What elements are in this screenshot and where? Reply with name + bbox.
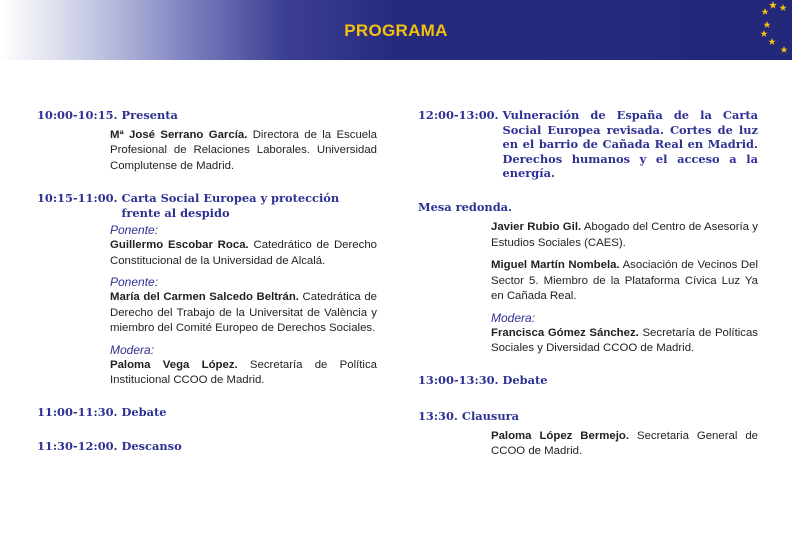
participant-name: Javier Rubio Gil.	[491, 221, 582, 233]
participant-text	[491, 326, 758, 357]
participant-description: Secretaria General de CCOO de Madrid.	[491, 429, 758, 457]
session-title: Debate	[121, 404, 167, 419]
participant-description: Catedrático de Derecho Constitucional de la Universidad de Alcalá.	[110, 239, 378, 267]
session-time: 13:00-13:30.	[418, 372, 499, 387]
session-time: 12:00-13:00.	[418, 108, 499, 122]
session-heading	[37, 191, 377, 220]
participant-description: Secretaría de Política Institucional CCOO de Madrid.	[110, 358, 377, 386]
session-carta-social	[37, 191, 377, 389]
session-time: 11:00-11:30.	[37, 404, 118, 419]
session-heading	[37, 405, 377, 420]
session-heading	[37, 439, 377, 454]
session-time: 10:15-11:00.	[37, 191, 118, 205]
participant-description: Secretaría de Políticas Sociales y Diversidad CCOO de Madrid.	[491, 326, 759, 354]
participant-name: Miguel Martín Nombela.	[491, 259, 620, 271]
participant-description: Asociación de Vecinos Del Sector 5. Miembro de la Plataforma Cívica Luz Ya en Cañada Real.	[491, 259, 758, 302]
session-heading	[418, 108, 758, 181]
session-title: Clausura	[461, 409, 520, 423]
session-clausura	[418, 409, 758, 460]
program-column-left	[37, 108, 377, 454]
role-label: Modera:	[110, 342, 155, 357]
session-title: Carta Social Europea y protección frente al despido	[121, 191, 340, 220]
participant-text	[110, 128, 377, 175]
role-label: Modera:	[491, 310, 536, 325]
participant-description: Directora de la Escuela Profesional de Relaciones Laborales. Universidad Complutense de Madrid.	[110, 128, 377, 172]
session-heading	[37, 108, 377, 123]
participant-entry	[418, 429, 758, 460]
participant-text	[491, 258, 758, 305]
session-title: Vulneración de España de la Carta Social Europea revisada. Cortes de luz en el barrio de Cañada Real en Madrid. Derechos humanos y el acceso a la energía.	[502, 108, 758, 180]
session-title: Descanso	[121, 439, 182, 453]
participant-text	[491, 220, 758, 251]
session-time: 13:30.	[418, 409, 458, 423]
participant-description: Catedrática de Derecho del Trabajo de la Universitat de València y miembro del Comité Europeo de Derechos Sociales.	[110, 291, 377, 334]
session-heading	[418, 373, 758, 388]
page-title: PROGRAMA	[344, 21, 448, 40]
participant-description: Abogado del Centro de Asesoría y Estudios Sociales (CAES).	[491, 221, 758, 249]
participant-name: Francisca Gómez Sánchez.	[491, 326, 639, 339]
participant-entry	[37, 275, 377, 337]
participant-text	[491, 429, 758, 460]
eu-stars-icon	[752, 0, 792, 60]
participant-text	[110, 358, 377, 389]
program-column-right	[418, 108, 758, 460]
session-title: Debate	[502, 372, 548, 387]
session-debate-2	[418, 373, 758, 388]
participant-name: Guillermo Escobar Roca.	[110, 239, 249, 251]
participant-entry	[418, 258, 758, 305]
session-debate-1	[37, 405, 377, 420]
session-time: 11:30-12:00.	[37, 439, 118, 453]
participant-name: Mª José Serrano García.	[110, 128, 248, 141]
participant-entry	[418, 220, 758, 251]
participant-name: Paloma Vega López.	[110, 358, 238, 371]
participant-entry	[418, 311, 758, 357]
session-time: 10:00-10:15.	[37, 108, 118, 122]
participant-entry	[37, 128, 377, 175]
participant-entry	[37, 223, 377, 269]
participant-name: Paloma López Bermejo.	[491, 429, 630, 442]
participant-text	[110, 290, 377, 337]
session-vulneracion	[418, 108, 758, 181]
session-mesa-redonda	[418, 200, 758, 357]
header-banner	[0, 0, 792, 60]
session-descanso	[37, 439, 377, 454]
role-label: Ponente:	[110, 223, 159, 237]
role-label: Ponente:	[110, 275, 159, 289]
participant-text	[110, 238, 377, 269]
session-heading	[418, 409, 758, 424]
participant-name: María del Carmen Salcedo Beltrán.	[110, 291, 299, 303]
participant-entry	[37, 343, 377, 389]
session-title: Presenta	[121, 108, 178, 122]
session-presenta	[37, 108, 377, 174]
session-title: Mesa redonda.	[418, 199, 513, 214]
